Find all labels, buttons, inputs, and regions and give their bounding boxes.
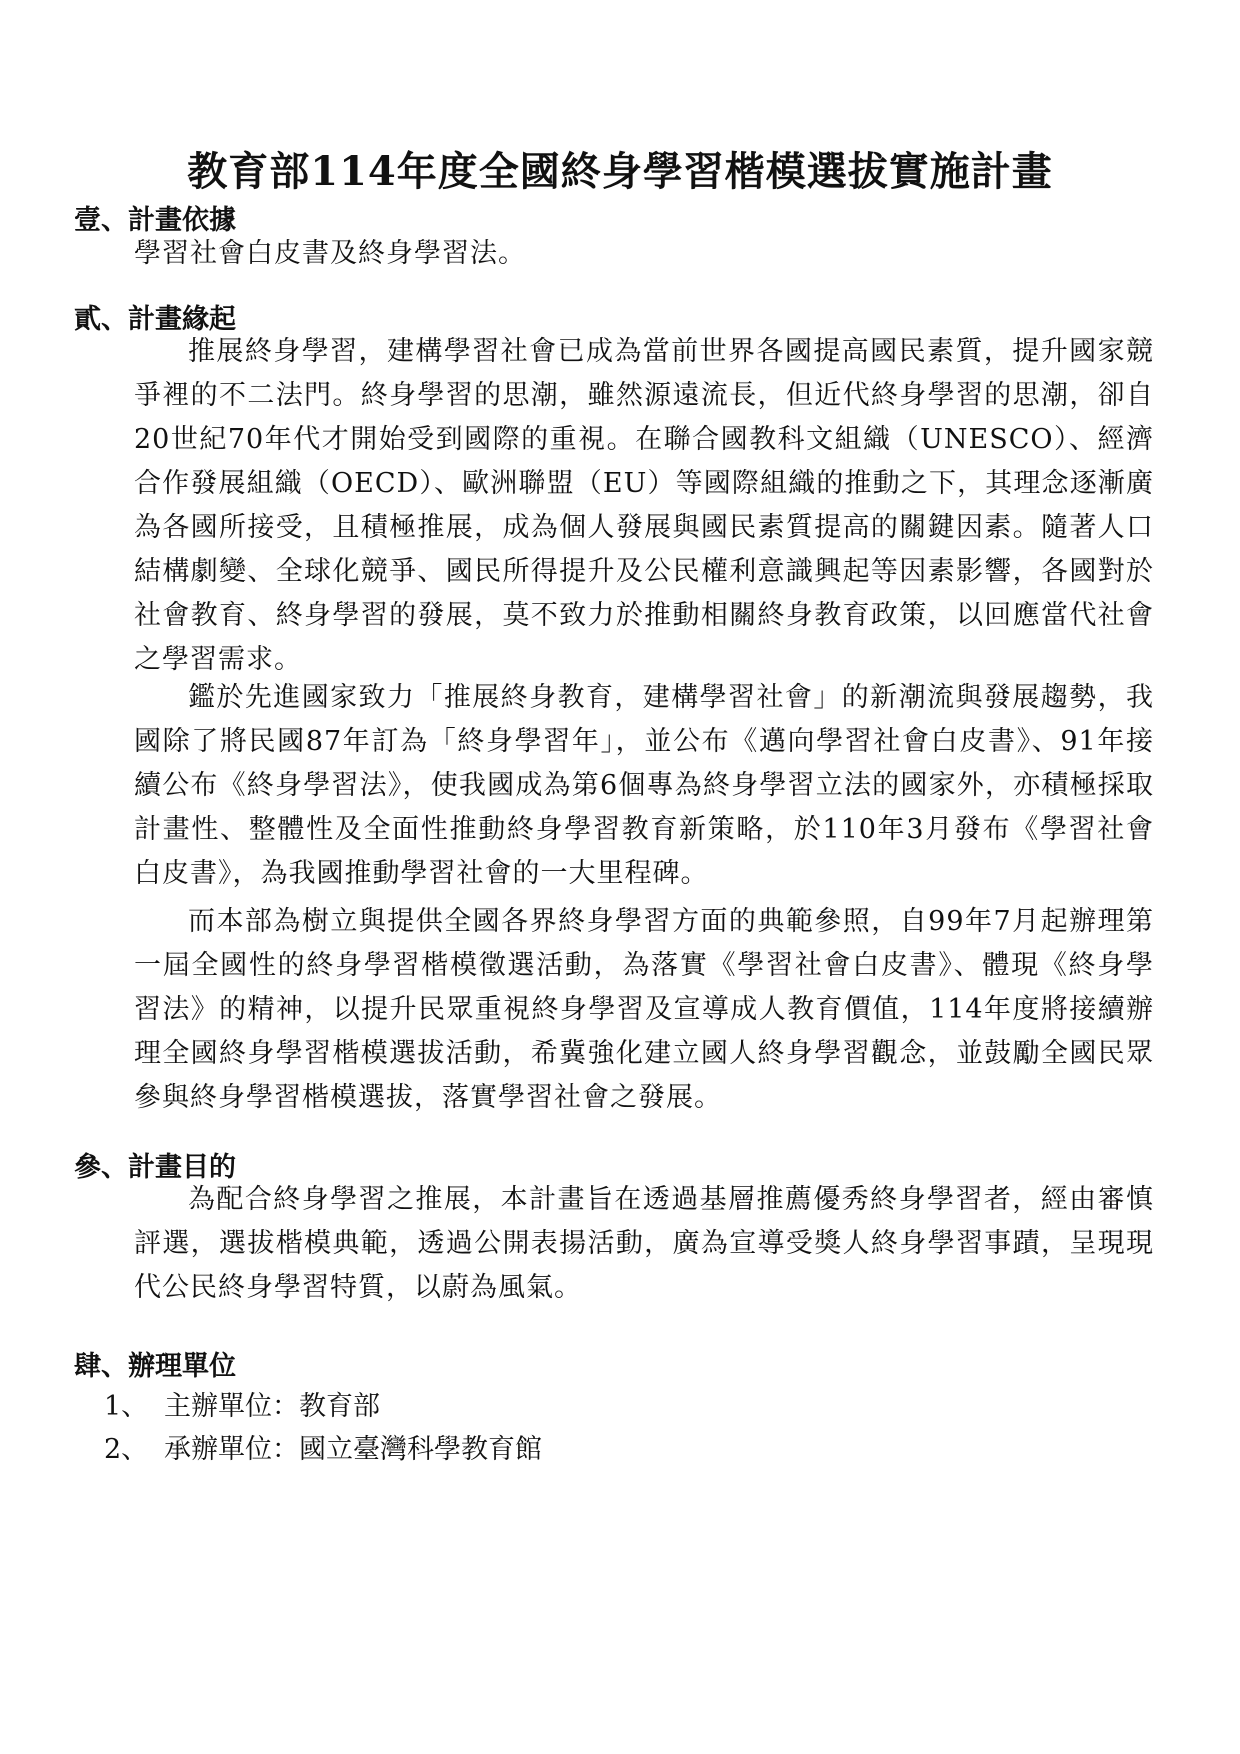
section-heading-purpose: 參、計畫目的 — [74, 1152, 236, 1183]
purpose-paragraph: 為配合終身學習之推展，本計畫旨在透過基層推薦優秀終身學習者，經由審慎評選，選拔楷模典範，透過公開表揚活動，廣為宣導受獎人終身學習事蹟，呈現現代公民終身學習特質，以蔚為風氣。 — [134, 1184, 1154, 1303]
list-text: 承辦單位：國立臺灣科學教育館 — [164, 1434, 542, 1465]
document-title: 教育部114年度全國終身學習楷模選拔實施計畫 — [187, 148, 1053, 195]
list-number: 2、 — [104, 1434, 149, 1465]
origin-paragraph-1: 推展終身學習，建構學習社會已成為當前世界各國提高國民素質，提升國家競爭裡的不二法門。終身學習的思潮，雖然源遠流長，但近代終身學習的思潮，卻自20世紀70年代才開始受到國際的重視。在聯合國教科文組織（UNESCO）、經濟合作發展組織（OECD）、歐洲聯盟（EU）等國際組織的推動之下，其理念逐漸廣為各國所接受，且積極推展，成為個人發展與國民素質提高的關鍵因素。隨著人口結構劇變、全球化競爭、國民所得提升及公民權利意識興起等因素影響，各國對於社會教育、終身學習的發展，莫不致力於推動相關終身教育政策，以回應當代社會之學習需求。 — [134, 336, 1154, 675]
list-text: 主辦單位：教育部 — [164, 1391, 380, 1422]
origin-paragraph-2: 鑑於先進國家致力「推展終身教育，建構學習社會」的新潮流與發展趨勢，我國除了將民國87年訂為「終身學習年」，並公布《邁向學習社會白皮書》、91年接續公布《終身學習法》，使我國成為第6個專為終身學習立法的國家外，亦積極採取計畫性、整體性及全面性推動終身學習教育新策略，於110年3月發布《學習社會白皮書》，為我國推動學習社會的一大里程碑。 — [134, 682, 1154, 889]
list-number: 1、 — [104, 1391, 149, 1422]
organizer-item — [104, 1427, 542, 1466]
section-heading-organizers: 肆、辦理單位 — [74, 1351, 236, 1382]
section-heading-basis: 壹、計畫依據 — [74, 205, 236, 236]
basis-paragraph: 學習社會白皮書及終身學習法。 — [134, 238, 526, 269]
origin-paragraph-3: 而本部為樹立與提供全國各界終身學習方面的典範參照，自99年7月起辦理第一屆全國性的終身學習楷模徵選活動，為落實《學習社會白皮書》、體現《終身學習法》的精神，以提升民眾重視終身學習及宣導成人教育價值，114年度將接續辦理全國終身學習楷模選拔活動，希冀強化建立國人終身學習觀念，並鼓勵全國民眾參與終身學習楷模選拔，落實學習社會之發展。 — [134, 906, 1154, 1113]
section-heading-origin: 貳、計畫緣起 — [74, 304, 236, 335]
organizer-item — [104, 1384, 380, 1423]
